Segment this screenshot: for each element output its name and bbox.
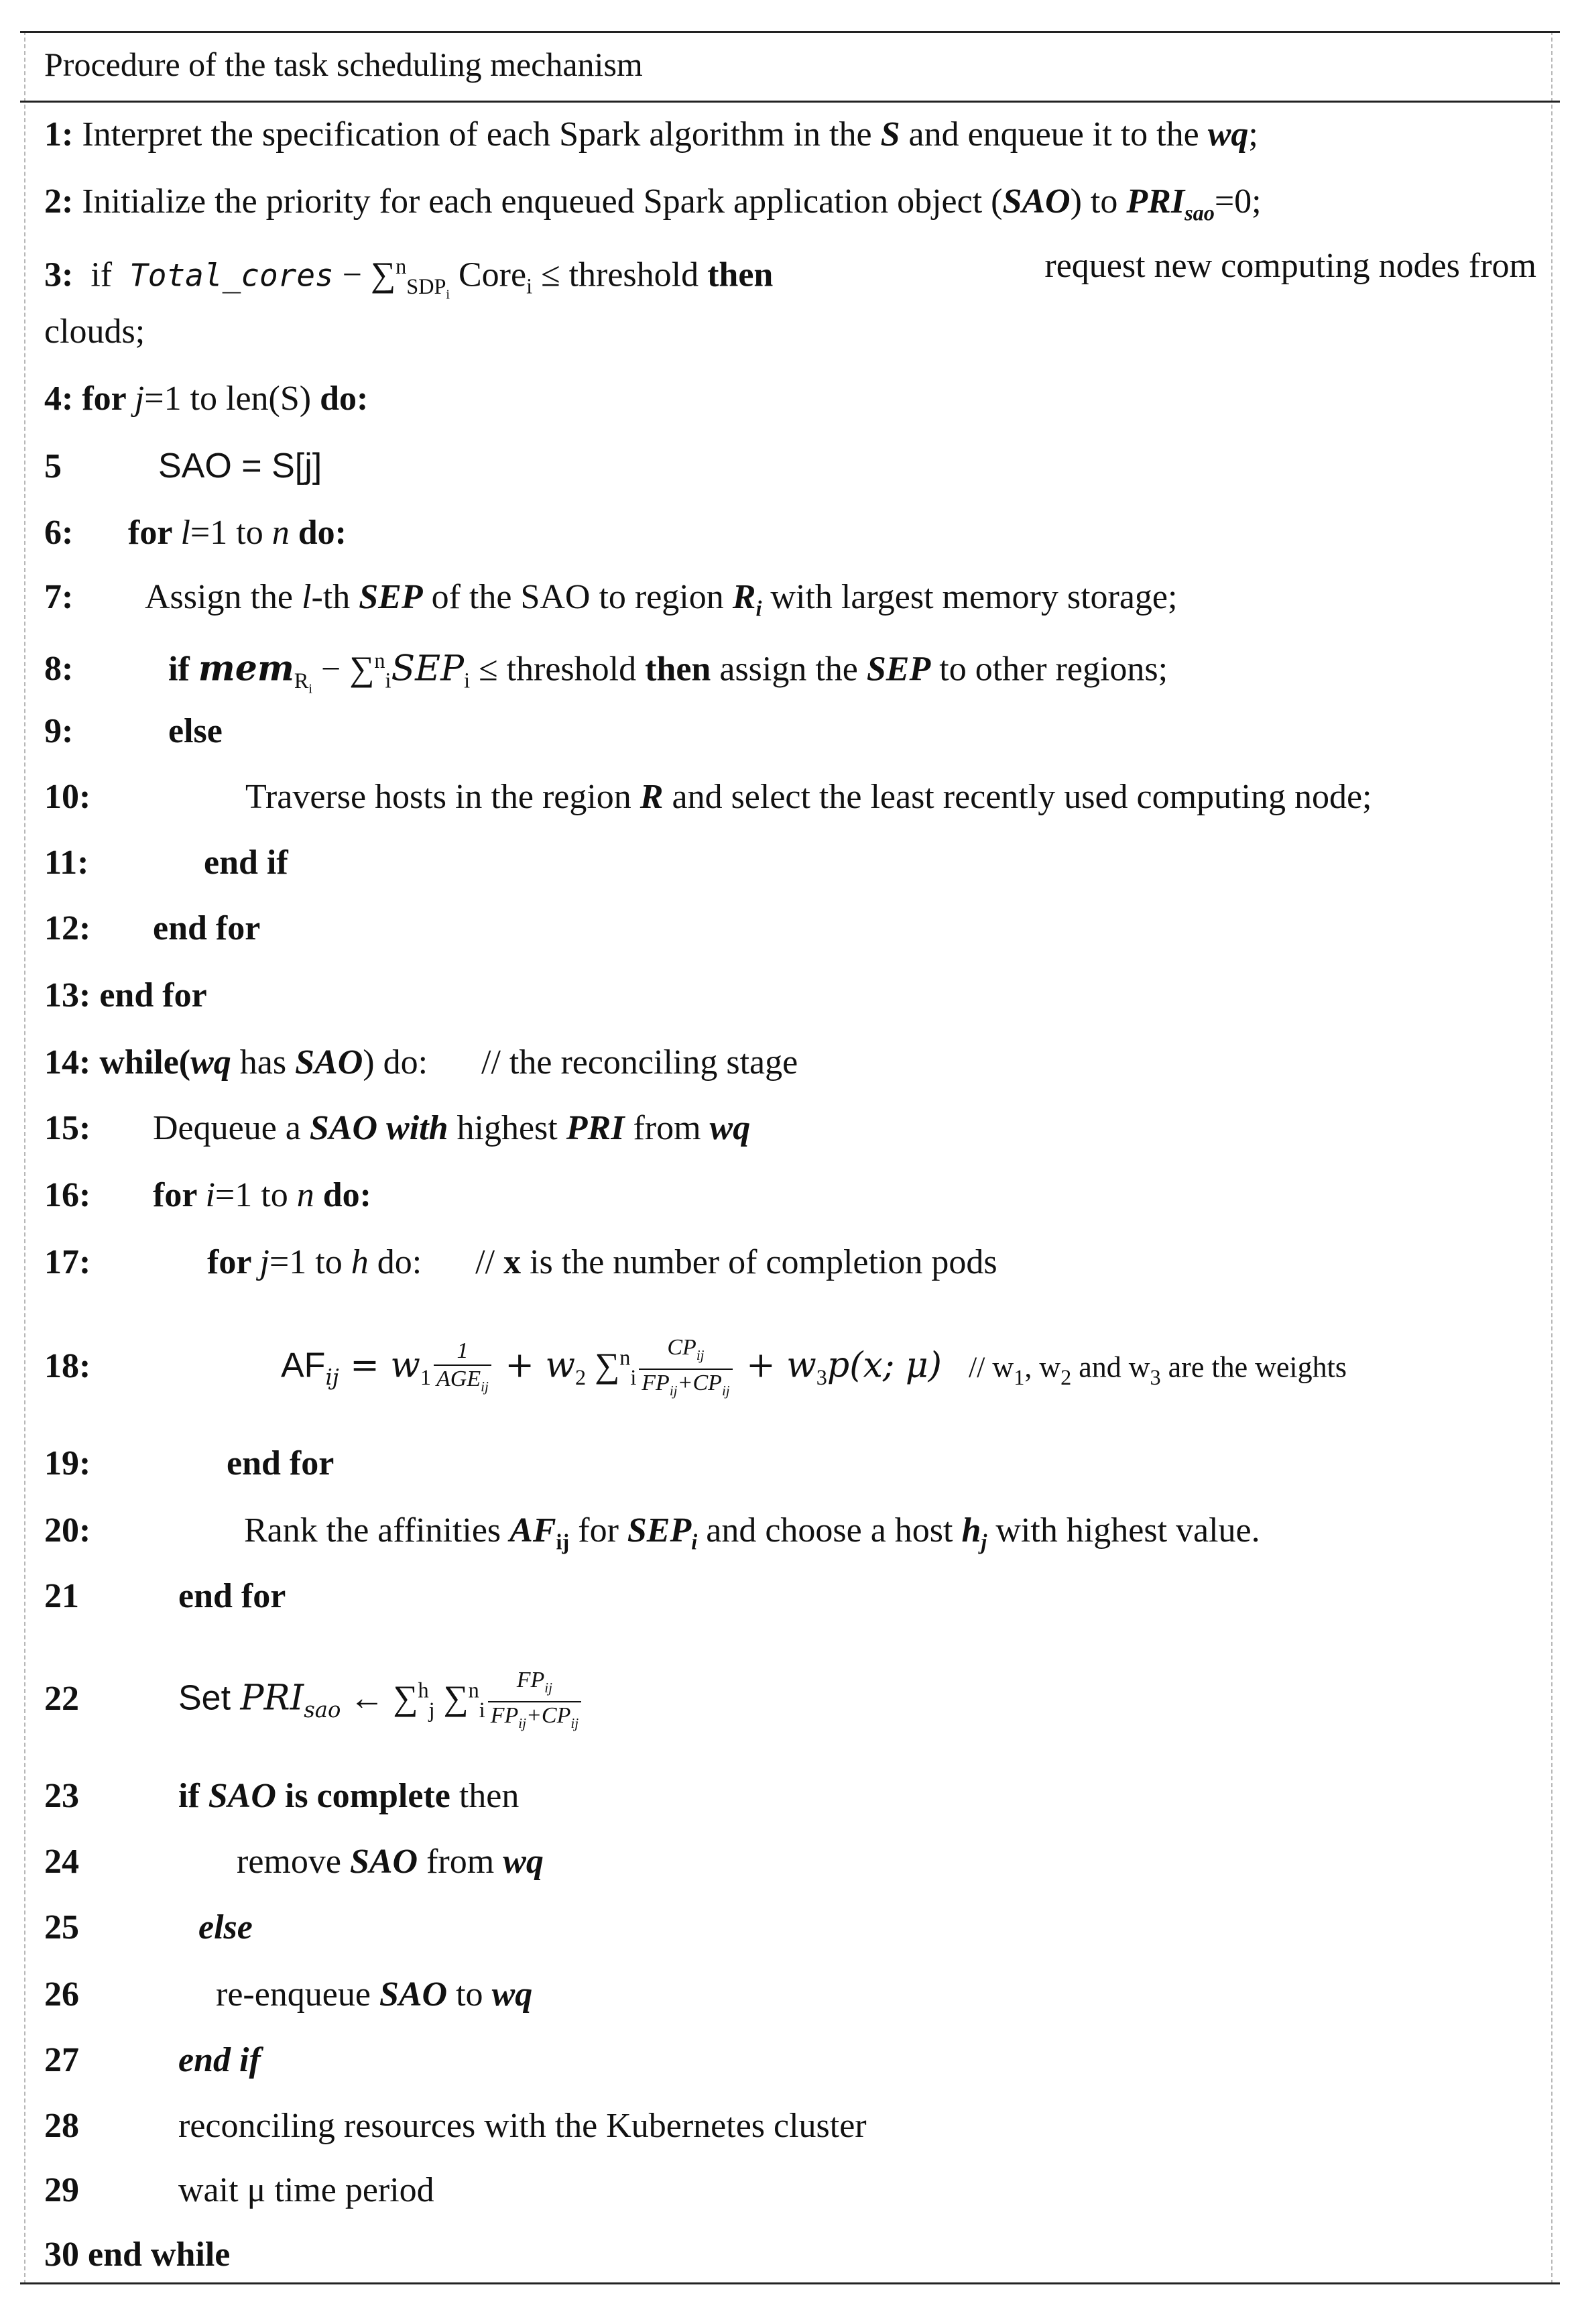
algo-line-5: 5 SAO = S[j] [44,447,322,485]
algo-line-7: 7: Assign the l-th SEP of the SAO to region $R_i$ with largest memory storage; [44,578,1178,621]
algo-line-19: 19: end for [44,1444,335,1483]
algorithm-box [24,31,1553,2284]
algo-line-17: 17: for j=1 to h do: // x is the number of completion pods [44,1243,997,1281]
algo-line-27: 27 end if [44,2041,261,2079]
algo-line-10: 10: Traverse hosts in the region R and select the least recently used computing node; [44,778,1372,816]
algo-line-28: 28 reconciling resources with the Kubernetes cluster [44,2107,867,2145]
algo-line-13: 13: end for [44,976,207,1014]
header-rule [20,101,1560,103]
algo-line-6: 6: for l=1 to n do: [44,514,347,552]
algo-line-15: 15: Dequeue a SAO with highest PRI from wq [44,1109,751,1147]
algorithm-caption: Procedure of the task scheduling mechanism [44,46,643,83]
algo-line-3: 3: if Total_cores − ∑$^n_{SDP_i}$ Core$_i$ ≤ threshold then request new computing nodes from [44,244,1536,316]
algo-line-18: 18: $AF_{ij} = w_1$ $\frac{1}{AGE_{ij}}$ + $w_2$ ∑$^n_i$ $\frac{CP_{ij}}{FP_{ij}+CP_{ij}}$ + $w_3p(x$; $\mu) // w_1$, $w_2$ and $w_3$ are the weights [44,1334,1347,1404]
algo-line-21: 21 end for [44,1577,286,1615]
algo-line-8: 8: if $mem_{R_i} - \sum^n_iSEP_i$ ≤ threshold then assign the SEP to other regions; [44,648,1168,697]
algo-line-9: 9: else [44,712,223,750]
algo-line-30: 30 end while [44,2235,231,2274]
algo-line-23: 23 if SAO is complete then [44,1777,520,1815]
top-rule [20,31,1560,33]
line-3-tail: request new computing nodes from [1044,247,1536,285]
algo-line-14: 14: while(wq has SAO) do: // the reconciling stage [44,1043,798,1082]
algo-line-3-cont: clouds; [44,312,145,351]
algo-line-29: 29 wait μ time period [44,2171,434,2209]
algo-line-20: 20: Rank the affinities $AF_{ij}$ for $SEP_i$ and choose a host $h_j$ with highest value. [44,1511,1260,1554]
algo-line-22: 22 Set $PRI_{sao}$ ← ∑$^h_j$ ∑$^n_i$ $\frac{FP_{ij}}{FP_{ij}+CP_{ij}}$ [44,1667,584,1737]
formula-fraction-1: $\frac{1}{AGE_{ij}}$ [434,1338,491,1400]
formula-fraction-3: $\frac{FP_{ij}}{FP_{ij}+CP_{ij}}$ [488,1667,581,1737]
algo-line-26: 26 re-enqueue SAO to wq [44,1975,533,2014]
bottom-rule [20,2282,1560,2284]
algo-line-1: 1: Interpret the specification of each Spark algorithm in the S and enqueue it to the wq; [44,115,1258,154]
algo-line-4: 4: for j=1 to len(S) do: [44,380,369,418]
formula-fraction-2: $\frac{CP_{ij}}{FP_{ij}+CP_{ij}}$ [639,1334,732,1404]
algo-line-11: 11: end if [44,844,288,882]
algo-line-2: 2: Initialize the priority for each enqueued Spark application object (SAO) to $PRI_{sao}=0$; [44,182,1262,225]
algo-line-24: 24 remove SAO from wq [44,1843,544,1881]
algo-line-12: 12: end for [44,909,261,947]
algo-line-25: 25 else [44,1908,253,1947]
algo-line-16: 16: for i=1 to n do: [44,1176,371,1214]
